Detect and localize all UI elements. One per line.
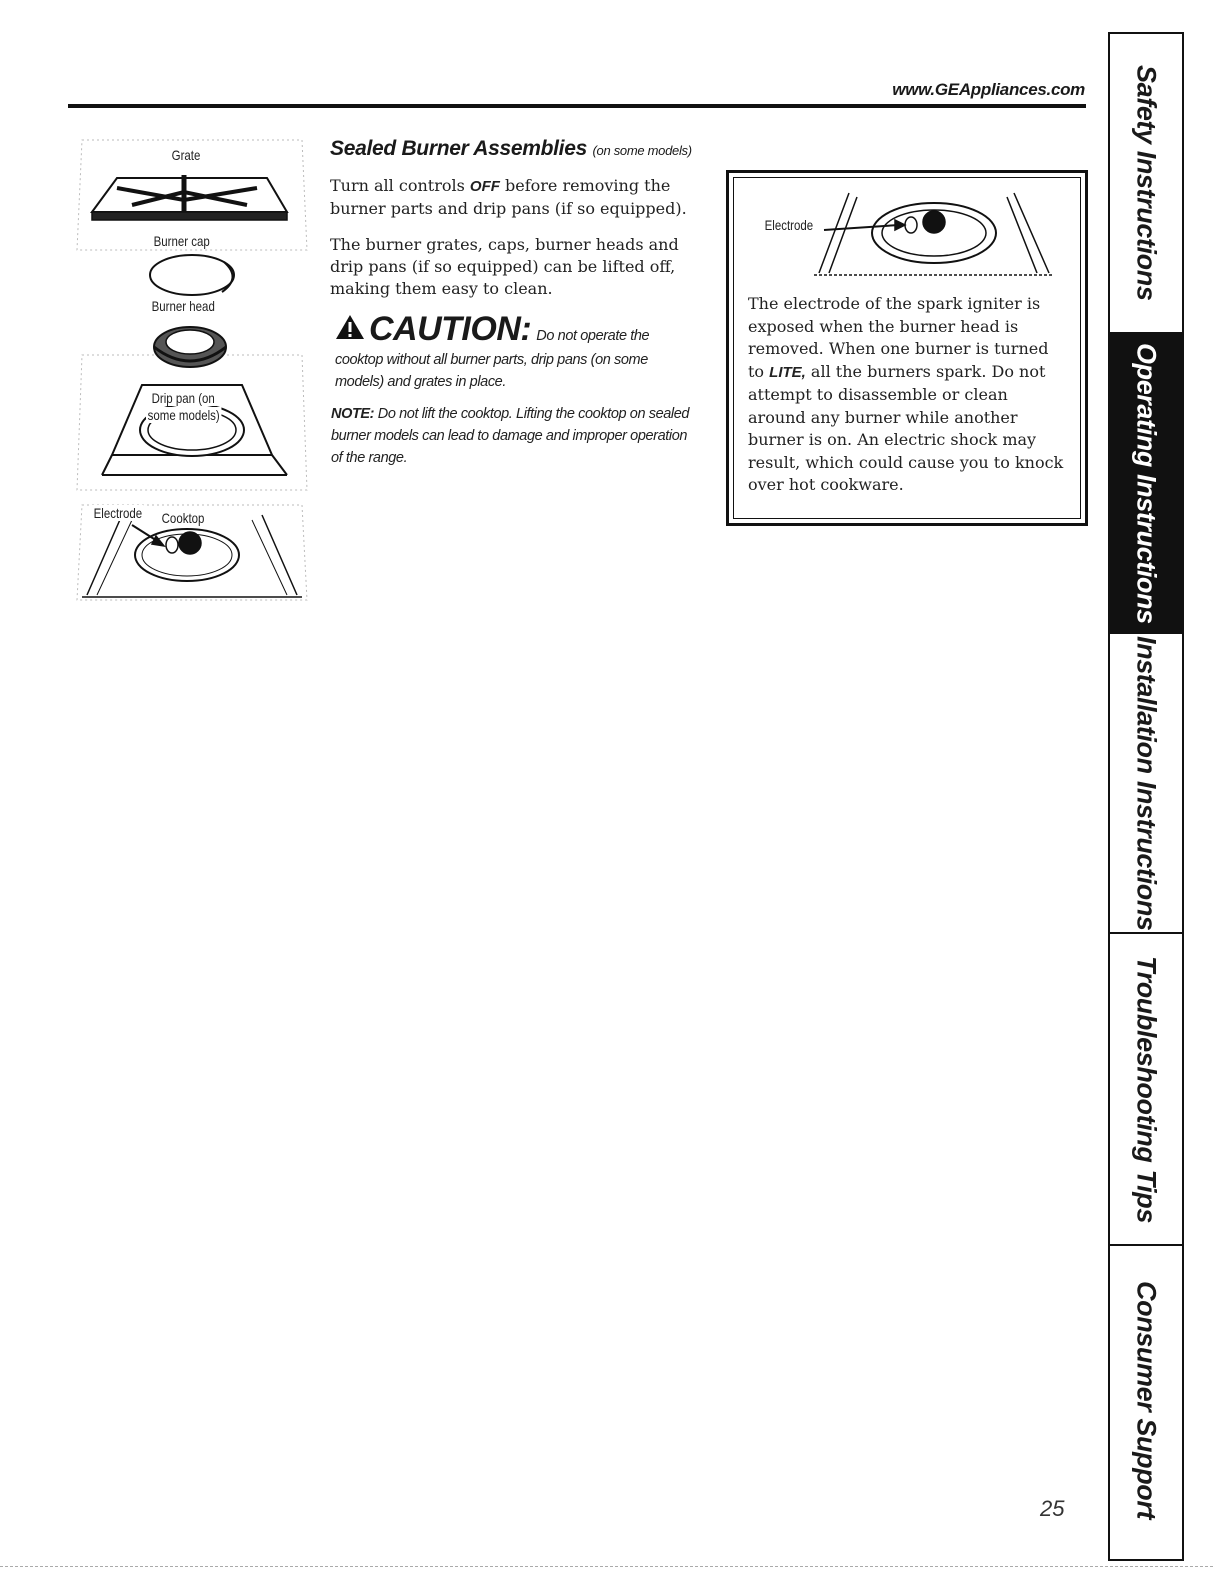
cooktop-label: Cooktop bbox=[161, 510, 205, 526]
lite-keyword: LITE, bbox=[769, 363, 806, 381]
tab-safety-instructions[interactable] bbox=[1110, 34, 1182, 334]
website-url: www.GEAppliances.com bbox=[892, 80, 1085, 99]
burner-head-label: Burner head bbox=[151, 298, 215, 314]
header-rule bbox=[68, 104, 1086, 108]
note-text: Do not lift the cooktop. Lifting the cooktop on sealed burner models can lead to damage and improper operation of the range. bbox=[331, 406, 690, 466]
drip-pan-label-line1: Drip pan (on bbox=[151, 390, 215, 406]
tab-operating-instructions[interactable] bbox=[1110, 334, 1182, 634]
grate-label: Grate bbox=[171, 147, 201, 163]
caution-block bbox=[335, 310, 695, 393]
tab-label: Operating Instructions bbox=[1131, 342, 1162, 624]
burner-exploded-diagram bbox=[72, 130, 312, 605]
caution-lead: Do not operate the bbox=[536, 328, 650, 344]
electrode-diagram bbox=[729, 173, 1085, 293]
burner-assembly-illustration bbox=[72, 130, 312, 605]
note-label: NOTE: bbox=[331, 406, 375, 422]
off-keyword: OFF bbox=[469, 178, 500, 195]
tab-label: Installation Instructions bbox=[1131, 635, 1162, 931]
note-block bbox=[331, 403, 696, 469]
section-title-text: Sealed Burner Assemblies bbox=[330, 137, 587, 160]
drip-pan-label-line2: some models) bbox=[147, 407, 220, 423]
tab-label: Safety Instructions bbox=[1131, 65, 1162, 301]
tab-consumer-support[interactable] bbox=[1110, 1246, 1182, 1555]
warning-triangle-icon bbox=[335, 314, 365, 340]
electrode-text-start: The electrode of the spark igniter is exposed when the burner head is removed. When one burner is turned to bbox=[748, 294, 1049, 381]
electrode-box-label: Electrode bbox=[764, 217, 814, 233]
section-tabs bbox=[1108, 32, 1184, 1561]
caution-heading-line bbox=[335, 310, 695, 349]
section-title bbox=[330, 137, 692, 161]
electrode-label: Electrode bbox=[93, 505, 143, 521]
electrode-warning-box bbox=[726, 170, 1088, 526]
caution-title: CAUTION: bbox=[369, 310, 532, 348]
caution-body: cooktop without all burner parts, drip pans (on some models) and grates in place. bbox=[335, 352, 648, 390]
tab-label: Consumer Support bbox=[1131, 1281, 1162, 1520]
tab-installation-instructions[interactable] bbox=[1110, 634, 1182, 934]
lift-off-paragraph: The burner grates, caps, burner heads and drip pans (if so equipped) can be lifted off, making them easy to clean. bbox=[330, 235, 679, 298]
electrode-text-end: all the burners spark. Do not attempt to disassemble or clean around any burner while another burner is on. An electric shock may result, which could cause you to knock over hot cookware. bbox=[748, 361, 1064, 494]
page-number: 25 bbox=[1040, 1496, 1065, 1521]
bottom-edge-line bbox=[0, 1566, 1213, 1567]
tab-troubleshooting-tips[interactable] bbox=[1110, 934, 1182, 1246]
intro-paragraph bbox=[330, 175, 700, 220]
intro-text-start: Turn all controls bbox=[330, 176, 470, 195]
intro-text-end: before removing the burner parts and drip pans (if so equipped). bbox=[330, 176, 687, 218]
section-title-note: (on some models) bbox=[592, 143, 692, 158]
electrode-box-text bbox=[748, 293, 1068, 497]
burner-cap-label: Burner cap bbox=[153, 233, 210, 249]
tab-label: Troubleshooting Tips bbox=[1131, 955, 1162, 1223]
